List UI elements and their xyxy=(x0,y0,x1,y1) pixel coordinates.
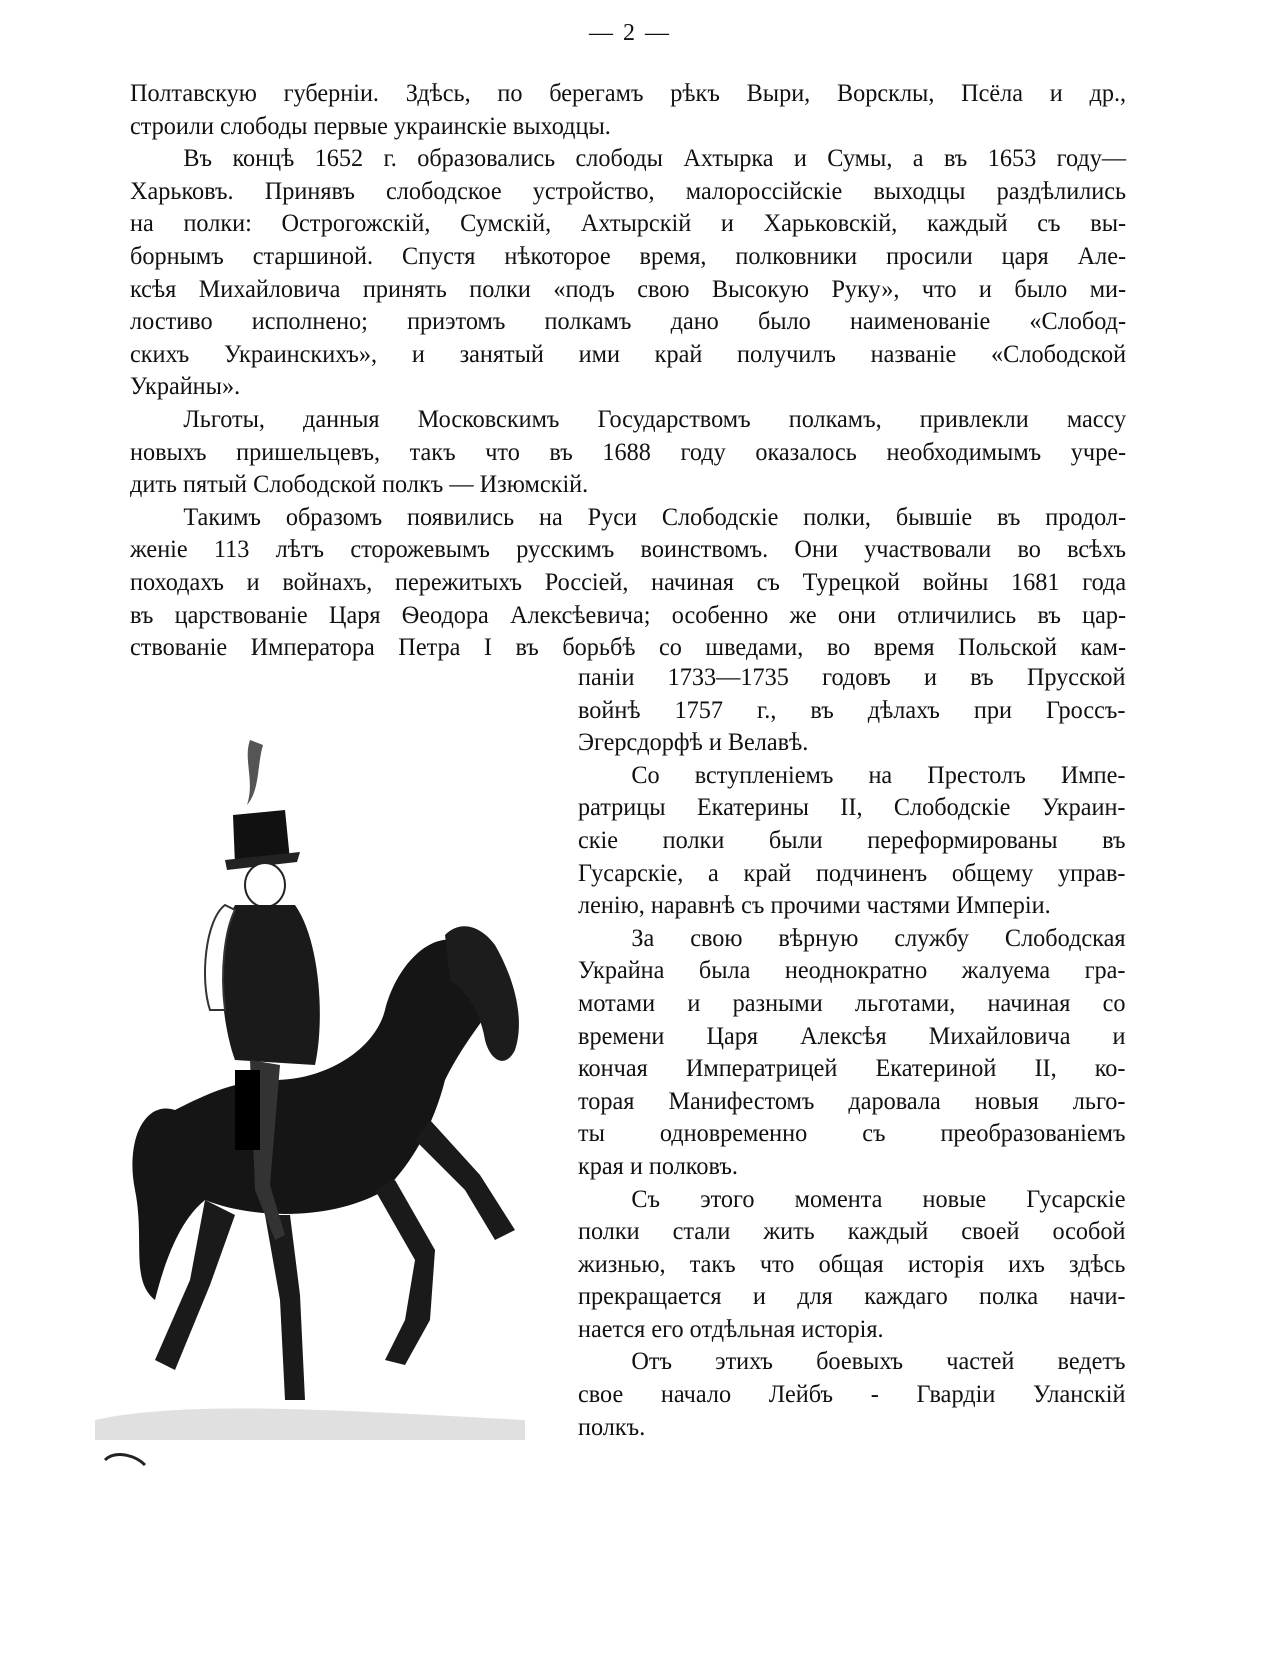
illustration-hussar-on-horse xyxy=(85,720,555,1490)
text-line: Украйны». xyxy=(130,373,241,401)
text-line: кончая Императрицей Екатериной II, ко- xyxy=(578,1055,1126,1083)
text-line: ствованіе Императора Петра I въ борьбѣ со шведами, во время Польской кам- xyxy=(130,634,1127,662)
plume xyxy=(247,740,263,805)
text-line: ты одновременно съ преобразованіемъ xyxy=(578,1120,1126,1148)
text-line: лостиво исполнено; приэтомъ полкамъ дано было наименованіе «Слобод- xyxy=(130,308,1127,336)
text-line: женіе 113 лѣтъ сторожевымъ русскимъ воинствомъ. Они участвовали во всѣхъ xyxy=(130,536,1127,564)
text-line: полкъ. xyxy=(578,1413,646,1441)
text-line: Гусарскіе, а край подчиненъ общему управ- xyxy=(578,859,1126,887)
text-line: скихъ Украинскихъ», и занятый ими край получилъ названіе «Слободской xyxy=(130,340,1127,368)
text-line: Льготы, данныя Московскимъ Государствомъ полкамъ, привлекли массу xyxy=(183,405,1127,433)
text-line: на полки: Острогожскій, Сумскій, Ахтырскій и Харьковскій, каждый съ вы- xyxy=(130,210,1127,238)
main-text-block xyxy=(130,78,1127,665)
text-line: торая Манифестомъ даровала новыя льго- xyxy=(578,1087,1126,1115)
text-line: Отъ этихъ боевыхъ частей ведетъ xyxy=(631,1348,1126,1376)
text-line: нается его отдѣльная исторія. xyxy=(578,1315,884,1343)
text-line: строили слободы первые украинскіе выходцы. xyxy=(130,112,611,140)
text-line: паніи 1733—1735 годовъ и въ Прусской xyxy=(578,664,1126,691)
ground xyxy=(95,1408,525,1440)
text-line: новыхъ пришельцевъ, такъ что въ 1688 году оказалось необходимымъ учре- xyxy=(130,438,1127,466)
text-line: Со вступленіемъ на Престолъ Импе- xyxy=(631,761,1126,789)
text-line: Украйна была неоднократно жалуема гра- xyxy=(578,957,1126,985)
text-line: За свою вѣрную службу Слободская xyxy=(631,924,1126,952)
text-line: походахъ и войнахъ, пережитыхъ Россіей, начиная съ Турецкой войны 1681 года xyxy=(130,568,1127,596)
text-line: ленію, наравнѣ съ прочими частями Имперіи. xyxy=(578,892,1051,920)
text-line: ксѣя Михайловича принять полки «подъ свою Высокую Руку», что и было ми- xyxy=(130,275,1127,303)
text-line: Въ концѣ 1652 г. образовались слободы Ахтырка и Сумы, а въ 1653 году— xyxy=(183,145,1127,173)
text-line: времени Царя Алексѣя Михайловича и xyxy=(578,1022,1126,1050)
text-line: борнымъ старшиной. Спустя нѣкоторое время, полковники просили царя Але- xyxy=(130,242,1127,270)
text-line: дить пятый Слободской полкъ — Изюмскій. xyxy=(130,471,589,499)
text-line: Такимъ образомъ появились на Руси Слободскіе полки, бывшіе въ продол- xyxy=(183,503,1127,531)
page-number: — 2 — xyxy=(589,20,671,46)
rider-jacket xyxy=(222,905,320,1065)
text-line: Полтавскую губерніи. Здѣсь, по берегамъ рѣкъ Выри, Ворсклы, Псёла и др., xyxy=(130,80,1127,107)
text-line: свое начало Лейбъ - Гвардіи Уланскій xyxy=(578,1381,1126,1409)
text-line: полки стали жить каждый своей особой xyxy=(578,1218,1126,1246)
artist-signature xyxy=(105,1455,145,1465)
text-line: войнѣ 1757 г., въ дѣлахъ при Гроссъ- xyxy=(578,696,1126,724)
text-line: ратрицы Екатерины II, Слободскіе Украин- xyxy=(578,794,1126,822)
text-line: Съ этого момента новые Гусарскіе xyxy=(631,1185,1126,1213)
text-line: скіе полки были переформированы въ xyxy=(578,826,1126,854)
text-line: края и полковъ. xyxy=(578,1152,738,1180)
text-line: жизнью, такъ что общая исторія ихъ здѣсь xyxy=(578,1250,1126,1278)
text-line: прекращается и для каждаго полка начи- xyxy=(578,1283,1126,1311)
right-column-text-block xyxy=(578,662,1126,1444)
text-line: въ царствованіе Царя Ѳеодора Алексѣевича; особенно же они отличились въ цар- xyxy=(130,601,1127,629)
text-line: мотами и разными льготами, начиная со xyxy=(578,989,1126,1017)
text-line: Эгерсдорфѣ и Велавѣ. xyxy=(578,729,809,757)
text-line: Харьковъ. Принявъ слободское устройство, малороссійскіе выходцы раздѣлились xyxy=(130,177,1127,205)
